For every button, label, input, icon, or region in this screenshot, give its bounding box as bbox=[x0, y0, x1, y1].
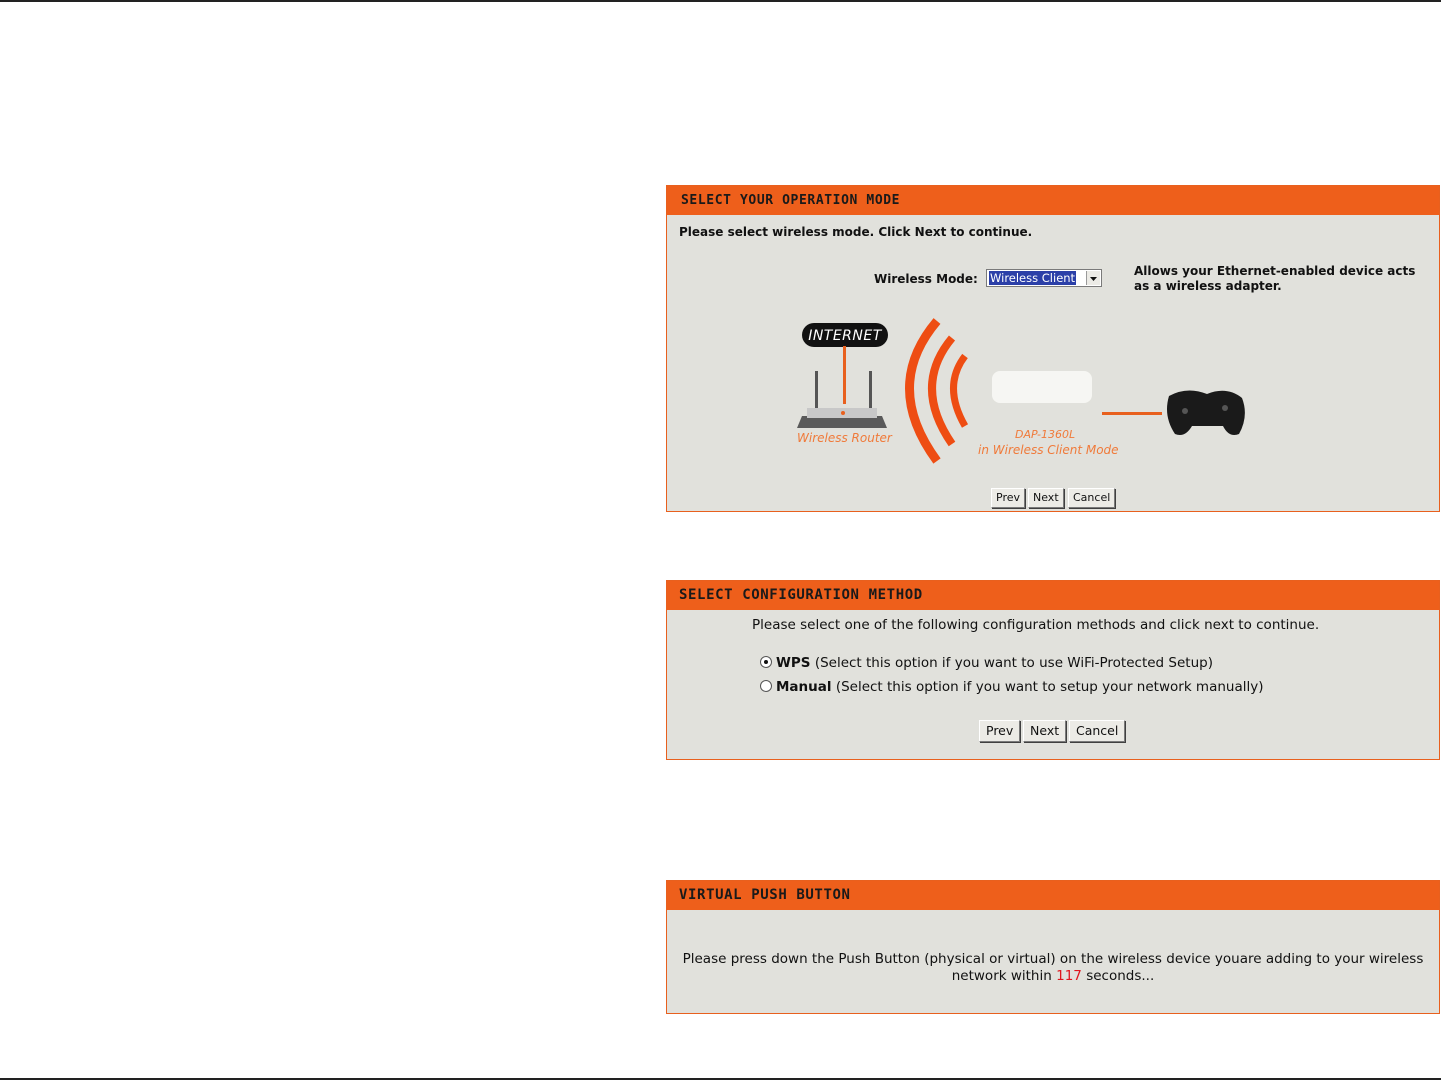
router-label: Wireless Router bbox=[797, 431, 892, 445]
bottom-rule bbox=[0, 1078, 1441, 1080]
wireless-mode-label: Wireless Mode: bbox=[874, 272, 978, 286]
router-antenna-right bbox=[869, 371, 872, 409]
cancel-button[interactable]: Cancel bbox=[1068, 488, 1115, 508]
mode-label: in Wireless Client Mode bbox=[978, 443, 1119, 457]
manual-option-description: (Select this option if you want to setup your network manually) bbox=[835, 679, 1264, 695]
push-button-panel bbox=[666, 880, 1440, 1014]
wps-radio[interactable] bbox=[760, 656, 772, 668]
prev-button[interactable]: Prev bbox=[991, 488, 1025, 508]
push-button-message bbox=[667, 951, 1439, 985]
prev-button[interactable]: Prev bbox=[979, 720, 1020, 742]
wireless-mode-select[interactable] bbox=[986, 269, 1102, 287]
chevron-down-icon[interactable] bbox=[1086, 271, 1100, 285]
internet-label: INTERNET bbox=[808, 328, 882, 344]
dap-device-icon bbox=[992, 371, 1092, 403]
push-button-suffix: seconds... bbox=[1086, 968, 1155, 984]
manual-radio[interactable] bbox=[760, 680, 772, 692]
wifi-arc-inner bbox=[954, 356, 966, 426]
router-antenna-left bbox=[815, 371, 818, 409]
config-method-panel bbox=[666, 580, 1440, 760]
next-button[interactable]: Next bbox=[1028, 488, 1064, 508]
push-button-message-line2 bbox=[667, 968, 1439, 985]
wireless-mode-value: Wireless Client bbox=[990, 271, 1076, 285]
device-label: DAP-1360L bbox=[1015, 428, 1076, 441]
option-manual[interactable] bbox=[760, 679, 1264, 695]
config-method-instruction: Please select one of the following configuration methods and click next to continue. bbox=[752, 617, 1320, 633]
next-button[interactable]: Next bbox=[1023, 720, 1066, 742]
operation-mode-panel bbox=[666, 185, 1440, 512]
operation-mode-title: SELECT YOUR OPERATION MODE bbox=[667, 186, 1439, 215]
wifi-arc-middle bbox=[932, 338, 952, 444]
device-link-line bbox=[1102, 412, 1162, 415]
top-rule bbox=[0, 0, 1441, 2]
config-method-title: SELECT CONFIGURATION METHOD bbox=[667, 581, 1439, 610]
router-link-line bbox=[843, 346, 846, 404]
push-button-prefix: network within bbox=[951, 968, 1052, 984]
operation-mode-instruction: Please select wireless mode. Click Next to continue. bbox=[679, 225, 1033, 239]
push-button-message-line1: Please press down the Push Button (physical or virtual) on the wireless device youare adding to your wireless bbox=[682, 951, 1424, 967]
wps-option-name: WPS bbox=[776, 655, 811, 671]
option-wps[interactable] bbox=[760, 655, 1213, 671]
gamepad-icon bbox=[1167, 390, 1245, 435]
push-button-title: VIRTUAL PUSH BUTTON bbox=[667, 881, 1439, 910]
mode-description: Allows your Ethernet-enabled device acts as a wireless adapter. bbox=[1134, 264, 1416, 293]
manual-option-name: Manual bbox=[776, 679, 832, 695]
countdown-value: 117 bbox=[1056, 968, 1082, 984]
wps-option-description: (Select this option if you want to use WiFi-Protected Setup) bbox=[814, 655, 1213, 671]
cancel-button[interactable]: Cancel bbox=[1069, 720, 1125, 742]
